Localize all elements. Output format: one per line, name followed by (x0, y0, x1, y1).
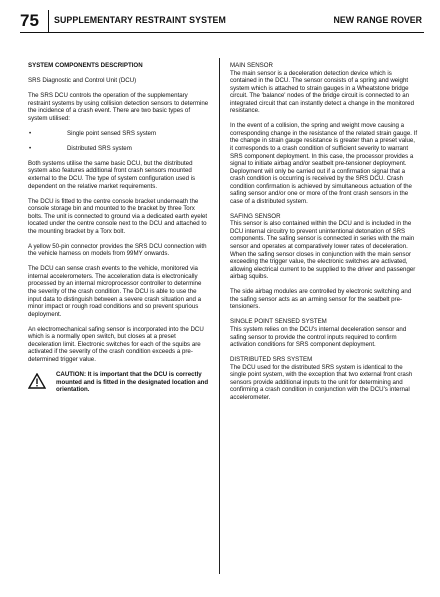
system-type-list (28, 130, 210, 153)
right-column (230, 62, 418, 409)
section-title: SUPPLEMENTARY RESTRAINT SYSTEM (54, 15, 226, 25)
list-item-label: Distributed SRS system (67, 144, 132, 152)
safing-sensor-paragraph-1: This sensor is also contained within the DCU and is included in the DCU internal circuitry to prevent unintentional detonation of SRS components. The safing sensor is connected in series with the main sensor and operates at comparatively lower rates of deceleration. When the safing sensor closes in conjunction with the main sensor exceeding the trigger value, the electronic switches are activated, allowing electrical current to be supplied to the driver and passenger airbag squibs. (230, 220, 416, 281)
caution-note (28, 371, 210, 394)
list-item (28, 145, 210, 153)
main-sensor-paragraph-1: The main sensor is a deceleration detection device which is contained in the DCU. The sensor consists of a spring and weight system which is attached to strain gauges in a Wheatstone bridge circuit. The 'balance' nodes of the bridge circuit is connected to an integrated circuit that can instantly detect a change in the monitored resistance. (230, 69, 414, 115)
column-divider (219, 58, 220, 574)
main-sensor-paragraph-2: In the event of a collision, the spring and weight move causing a corresponding change in the resistance of the related strain gauge. If the change in strain gauge resistance is greater than a preset value, it corresponds to a crash condition of sufficient severity to warrant SRS component deployment. In this case, the processor provides a signal to initiate airbag and/or seatbelt pre-tensioner deployment. Deployment will only be carried out if a confirmation signal that a crash condition is occurring is received by the SRS DCU. Crash condition confirmation is achieved by simultaneous actuation of the safing sensor and/or one or more of the front crash sensors in the case of a distributed system. (230, 122, 418, 205)
dcu-paragraph-5: The DCU can sense crash events to the vehicle, monitored via internal accelerometers. The acceleration data is electronically processed by an internal microprocessor controller to determine the severity of the crash condition. The DCU is able to use the input data to distinguish between a severe crash situation and a minor impact or rough road conditions and so prevent spurious deployment. (28, 265, 202, 318)
list-item-label: Single point sensed SRS system (67, 129, 157, 137)
dcu-paragraph-6: An electromechanical safing sensor is incorporated into the DCU which is a normally open switch, but closes at a preset deceleration limit. Electronic switches for each of the squibs are activated if the severity of the crash condition exceeds a pre-determined trigger value. (28, 325, 204, 363)
safing-sensor-paragraph-2: The side airbag modules are controlled by electronic switching and the safing sensor acts as an arming sensor for the seatbelt pre-tensioners. (230, 288, 412, 311)
caution-text: CAUTION: It is important that the DCU is correctly mounted and is fitted in the designated location and orientation. (56, 370, 209, 394)
list-item (28, 130, 210, 138)
warning-triangle-icon (28, 371, 56, 394)
distributed-paragraph: The DCU used for the distributed SRS system is identical to the single point system, with the exception that two external front crash sensors provide additional inputs to the unit for determining and confirming a crash condition in conjunction with the DCU's internal accelerometer. (230, 363, 413, 401)
dcu-paragraph-1: The SRS DCU controls the operation of the supplementary restraint systems by using collision detection sensors to determine the incidence of a crash event. There are two basic types of system utilised: (28, 92, 209, 122)
safing-sensor-heading: SAFING SENSOR (230, 212, 281, 220)
main-sensor-heading: MAIN SENSOR (230, 62, 273, 69)
distributed-heading: DISTRIBUTED SRS SYSTEM (230, 356, 313, 364)
vehicle-model: NEW RANGE ROVER (333, 15, 422, 25)
dcu-paragraph-3: The DCU is fitted to the centre console bracket underneath the console storage bin and mounted to the bracket by three Torx bolts. The unit is connected to ground via a dedicated earth eyelet located under the centre console next to the DCU and attached to the mounting bracket by a Torx bolt. (28, 197, 208, 235)
single-point-paragraph: This system relies on the DCU's internal deceleration sensor and safing sensor to provide the control inputs required to confirm activation conditions for SRS component deployment. (230, 325, 407, 349)
bullet-icon: • (29, 129, 32, 137)
dcu-paragraph-4: A yellow 50-pin connector provides the SRS DCU connection with the vehicle harness on models from 99MY onwards. (28, 242, 207, 258)
left-column (28, 62, 210, 394)
components-heading: SYSTEM COMPONENTS DESCRIPTION (28, 62, 143, 69)
page-number: 75 (20, 10, 49, 32)
bullet-icon: • (29, 144, 32, 152)
dcu-subheading: SRS Diagnostic and Control Unit (DCU) (28, 77, 137, 85)
page-header (20, 10, 424, 33)
dcu-paragraph-2: Both systems utilise the same basic DCU, but the distributed system also features additional front crash sensors mounted external to the DCU. The type of system configuration used is dependent on the relative market requirements. (28, 159, 196, 190)
single-point-heading: SINGLE POINT SENSED SYSTEM (230, 318, 327, 326)
